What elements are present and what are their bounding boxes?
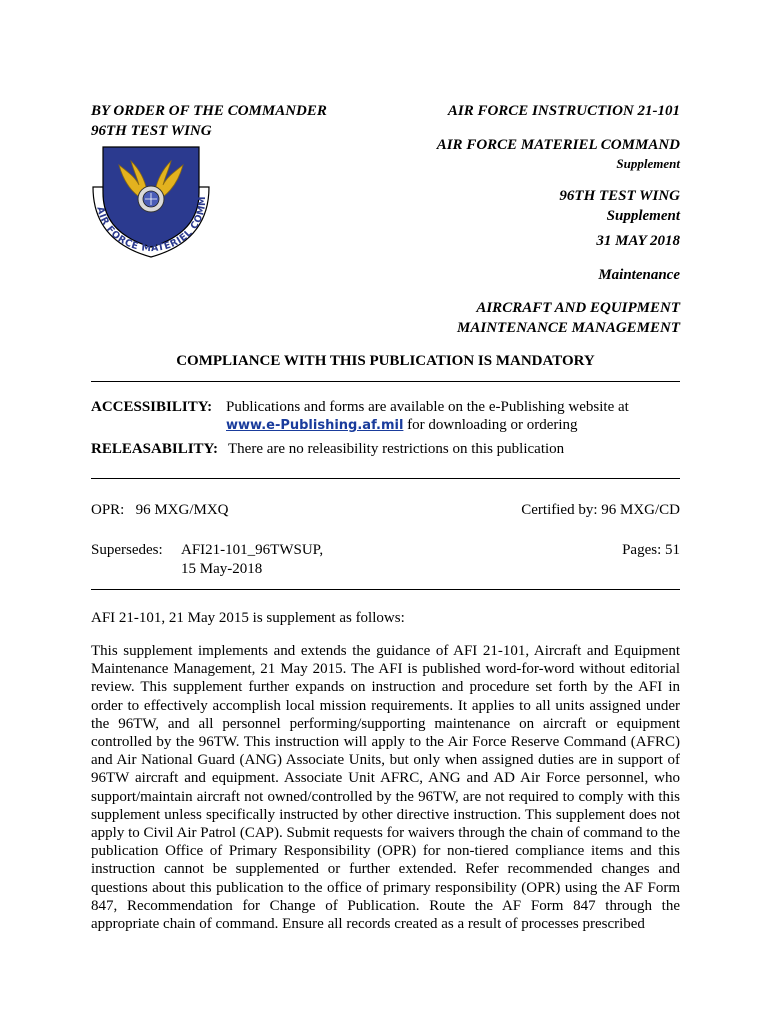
wing-supplement: Supplement [606,208,680,224]
wing-name: 96TH TEST WING [559,188,680,204]
publication-title-line2: MAINTENANCE MANAGEMENT [457,320,680,336]
supplement-intro: AFI 21-101, 21 May 2015 is supplement as follows: [91,610,405,626]
releasability-text: There are no releasibility restrictions on this publication [228,441,565,457]
divider [91,478,680,479]
certified-by: Certified by: 96 MXG/CD [521,502,680,518]
afmc-emblem [89,141,213,259]
accessibility-text-2: for downloading or ordering [403,417,578,433]
command-supplement: Supplement [616,156,680,171]
compliance-notice: COMPLIANCE WITH THIS PUBLICATION IS MANDATORY [176,353,595,369]
order-line: BY ORDER OF THE COMMANDER [91,103,327,119]
opr: OPR: 96 MXG/MXQ [91,502,229,518]
command-name: AIR FORCE MATERIEL COMMAND [436,137,680,153]
category: Maintenance [598,267,680,283]
releasability-label: RELEASABILITY: [91,441,218,457]
accessibility-label: ACCESSIBILITY: [91,399,213,415]
e-publishing-link[interactable]: www.e-Publishing.af.mil [226,418,404,433]
instruction-number: AIR FORCE INSTRUCTION 21-101 [447,103,680,119]
publication-identification [350,101,680,338]
divider [91,381,680,382]
accessibility-section [91,398,680,438]
unit-line: 96TH TEST WING [91,123,212,139]
accessibility-text: Publications and forms are available on the e-Publishing website at [226,399,629,415]
publication-title-line1: AIRCRAFT AND EQUIPMENT [476,300,680,316]
supersedes-date: 15 May-2018 [181,561,263,577]
divider [91,589,680,590]
publication-date: 31 MAY 2018 [596,233,680,249]
releasability-section [91,440,680,460]
supersedes-publication: AFI21-101_96TWSUP, [181,542,324,558]
body-paragraph: This supplement implements and extends the guidance of AFI 21-101, Aircraft and Equipment Maintenance Management, 21 May 2015. The AFI is published word-for-word without editorial review. This supplement further expands on instruction and procedure set forth by the AFI in order to effectively accomplish local mission requirements. It applies to all units assigned under the 96TW, and all personnel performing/supporting maintenance on aircraft or equipment controlled by the 96TW. This instruction will apply to the Air Force Reserve Command (AFRC) and Air National Guard (ANG) Associate Units, but only when assigned duties are in support of 96TW aircraft and equipment. Associate Unit AFRC, ANG and AD Air Force personnel, who support/maintain aircraft not owned/controlled by the 96TW, are not required to comply with this supplement unless specifically instructed by other directive instruction. This supplement does not apply to Civil Air Patrol (CAP). Submit requests for waivers through the chain of command to the publication Office of Primary Responsibility (OPR) for non-tiered compliance items and this instruction cannot be supplemented or further extended. Refer recommended changes and questions about this publication to the office of primary responsibility (OPR) using the AF Form 847, Recommendation for Change of Publication. Route the AF Form 847 through the appropriate chain of command. Ensure all records created as a result of processes prescribed [91,643,680,933]
issuing-authority [91,101,327,141]
afmc-shield-icon [89,141,213,259]
page-count: Pages: 51 [622,542,680,558]
supersedes-label: Supersedes: [91,542,163,558]
emblem-ring-text: AIR FORCE MATERIEL COMM [94,196,209,255]
